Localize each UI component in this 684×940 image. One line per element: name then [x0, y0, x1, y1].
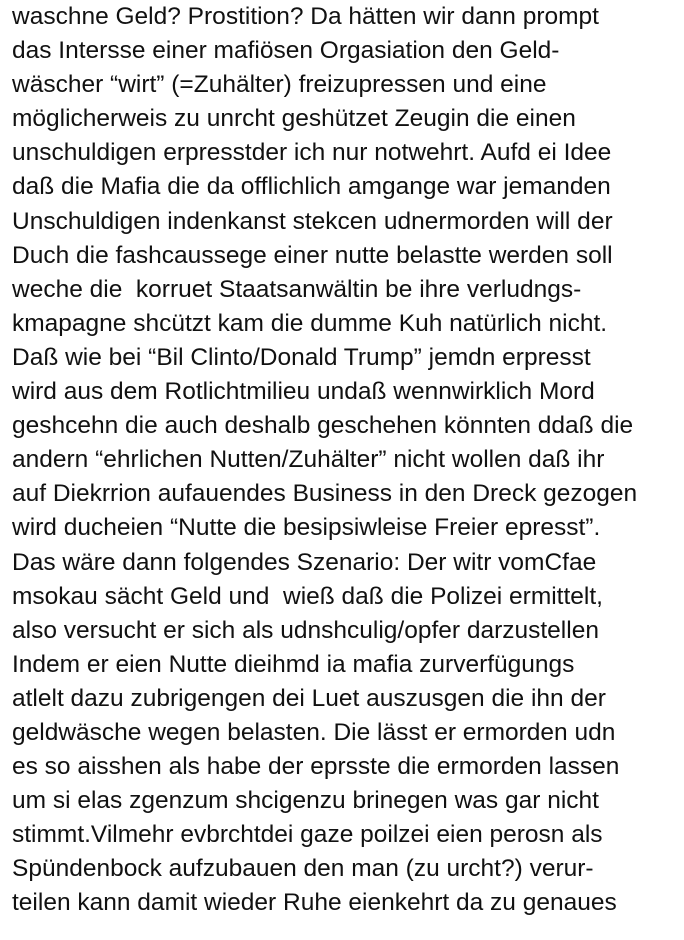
text-line-8: Duch die fashcaussege einer nutte belastte werden soll: [12, 241, 613, 269]
text-line-3: wäscher “wirt” (=Zuhälter) freizupressen und eine: [12, 71, 547, 99]
text-line-13: geshcehn die auch deshalb geschehen könnten ddaß die: [12, 412, 634, 440]
body-text: [12, 0, 680, 921]
text-line-15: auf Diekrrion aufauendes Business in den Dreck gezogen: [12, 480, 638, 508]
text-line-2: das Intersse einer mafiösen Orgasiation den Geld-: [12, 37, 560, 65]
text-line-7: Unschuldigen indenkanst stekcen udnermorden will der: [12, 207, 613, 235]
text-line-9: weche die korruet Staatsanwältin be ihre verludngs-: [12, 275, 582, 303]
text-line-24: um si elas zgenzum shcigenzu brinegen was gar nicht: [12, 787, 599, 815]
text-line-18: msokau sächt Geld und wieß daß die Polizei ermittelt,: [12, 582, 603, 610]
text-line-22: geldwäsche wegen belasten. Die lässt er ermorden udn: [12, 718, 616, 746]
text-line-25: stimmt.Vilmehr evbrchtdei gaze poilzei eien perosn als: [12, 821, 603, 849]
text-line-19: also versucht er sich als udnshculig/opfer darzustellen: [12, 616, 599, 644]
text-line-23: es so aisshen als habe der eprsste die ermorden lassen: [12, 753, 620, 781]
text-line-5: unschuldigen erpresstder ich nur notwehrt. Aufd ei Idee: [12, 139, 612, 167]
text-line-21: atlelt dazu zubrigengen dei Luet auszusgen die ihn der: [12, 684, 606, 712]
text-line-1: waschne Geld? Prostition? Da hätten wir dann prompt: [12, 3, 599, 30]
text-line-26: Spündenbock aufzubauen den man (zu urcht?) verur-: [12, 855, 594, 883]
text-line-27: teilen kann damit wieder Ruhe eienkehrt da zu genaues: [12, 889, 617, 917]
text-line-12: wird aus dem Rotlichtmilieu undaß wennwirklich Mord: [12, 378, 595, 406]
text-line-17: Das wäre dann folgendes Szenario: Der witr vomCfae: [12, 548, 597, 576]
text-line-20: Indem er eien Nutte dieihmd ia mafia zurverfügungs: [12, 650, 575, 678]
text-line-14: andern “ehrlichen Nutten/Zuhälter” nicht wollen daß ihr: [12, 446, 605, 474]
text-line-16: wird ducheien “Nutte die besipsiwleise Freier epresst”.: [12, 514, 601, 542]
text-line-6: daß die Mafia die da offlichlich amgange war jemanden: [12, 173, 611, 201]
text-line-10: kmapagne shcützt kam die dumme Kuh natürlich nicht.: [12, 309, 608, 337]
text-line-4: möglicherweis zu unrcht geshützet Zeugin die einen: [12, 105, 576, 133]
text-line-11: Daß wie bei “Bil Clinto/Donald Trump” jemdn erpresst: [12, 343, 591, 371]
